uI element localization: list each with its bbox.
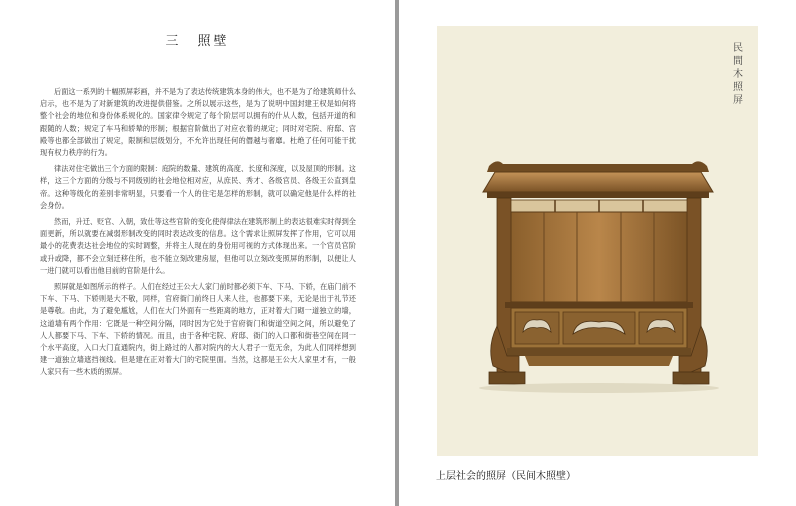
paragraph-4: 照屏就是如图所示的样子。人们在经过王公大人家门前时都必须下车、下马、下轿，在庙门前不下车、下马、下轿则是大不敬，同样，官府衙门前终日人来人往，也都要下来，无论是出于礼节还是尊敬。由此，为了避免尴尬，人们在大门外面有一些距离的地方，正对着大门砌一道独立的墙，这道墙有两个作用：它既是一种空间分隔，同时因为它处于官府衙门和街道空间之间，所以避免了人人都要下马、下车、下轿的情况。而且，由于各种宅院、府邸、衙门的入口都和街巷空间在同一个水平高度，入口大门直通院内，街上路过的人都对院内的大人君子一览无余，为此人们同样想到建一道独立墙遮挡视线。但是建在正对着大门的宅院里面。当然，这都是王公大人家里才有，一般人家只有一些木质的照屏。	[40, 282, 356, 377]
right-page	[399, 0, 796, 506]
paragraph-1: 后面这一系列的十幅照屏彩画，并不是为了表达传统建筑本身的伟大，也不是为了给建筑师什么启示，也不是为了对新建筑的改进提供借鉴。之所以展示这些，是为了说明中国封建王权是如何将整个社会的地位和身份体系规化的。国家律令规定了每个阶层可以拥有的什从人数，包括开道的和跟随的人数；规定了车马和轿辇的形制；根据官阶做出了对应衣着的规定；同时对宅院、府邸、宫殿等也都全部做出了规定，限制和层级划分，不允许出现任何的僭越与奢靡。杜绝了任何可能干扰现有权力秩序的行为。	[40, 87, 356, 158]
body-text	[40, 86, 356, 383]
paragraph-2: 律法对住宅做出三个方面的限制：庭院的数量、建筑的高度、长度和深度，以及屋顶的形制。这样，这三个方面的分级与不同级别的社会地位相对应，从庶民、秀才、各级官员、各级王公直到皇帝。这种等级化的差别非常明显，只要看一个人的住宅是怎样的形制，就可以确定他是什么样的社会身份。	[40, 164, 356, 210]
plate-calligraphy: 民間木照屏	[733, 43, 743, 106]
paragraph-3: 然而，升迁、贬官、入朝，致仕等这些官阶的变化使得律法在建筑形制上的表达很难实时得到全面更新，所以就要在减弱形制改变的同时表达改变的信息。这个需求让照屏发挥了作用，它可以用最小的花费表达社会地位的实时调整，并将主人现在的身份用可视的方式体现出来。一个官员官阶或升或降，都不会立刻迁移住所，也不能立刻改建房屋，但他可以立刻改变照屏的形制，以便让人一进门就可以看出他目前的官阶是什么。	[40, 217, 356, 275]
wooden-screen-illustration	[437, 26, 758, 456]
figure-caption: 上层社会的照屏（民间木照壁）	[436, 471, 576, 482]
illustration-plate	[437, 26, 758, 456]
left-page	[0, 0, 395, 506]
chapter-title: 三 照壁	[165, 34, 230, 49]
